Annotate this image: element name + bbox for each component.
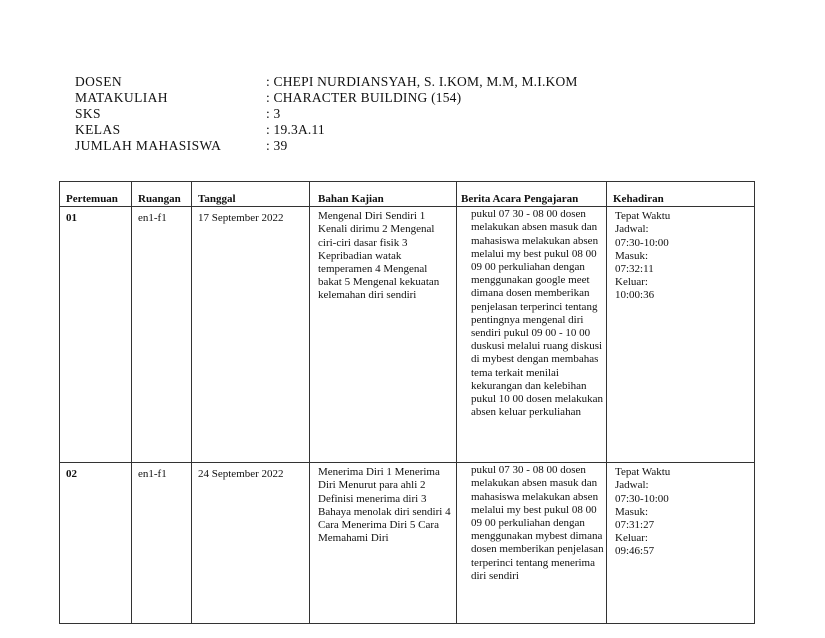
column-header: Kehadiran xyxy=(607,182,755,207)
kehadiran-keluar-label: Keluar: xyxy=(615,532,648,545)
info-value: : CHEPI NURDIANSYAH, S. I.KOM, M.M, M.I.KOM xyxy=(266,74,578,89)
kehadiran-jadwal-label: Jadwal: xyxy=(615,479,649,492)
column-header: Berita Acara Pengajaran xyxy=(457,182,607,207)
cell-bahan-kajian xyxy=(310,207,457,463)
cell-ruangan xyxy=(132,463,192,624)
cell-pertemuan xyxy=(60,463,132,624)
info-value: : CHARACTER BUILDING (154) xyxy=(266,90,462,105)
info-label: KELAS xyxy=(75,122,121,137)
info-label: SKS xyxy=(75,106,101,121)
bahan-kajian-value: Menerima Diri 1 Menerima Diri Menurut para ahli 2 Definisi menerima diri 3 Bahaya menolak diri sendiri 4 Cara Menerima Diri 5 Cara Memahami Diri xyxy=(318,466,451,545)
cell-berita-acara xyxy=(457,207,607,463)
cell-ruangan xyxy=(132,207,192,463)
kehadiran-masuk-label: Masuk: xyxy=(615,249,648,262)
info-value: : 39 xyxy=(266,138,288,153)
bahan-kajian-value: Mengenal Diri Sendiri 1 Kenali dirimu 2 Mengenal ciri-ciri dasar fisik 3 Kepribadian watak temperamen 4 Mengenal bakat 5 Mengenal kekuatan kelemahan diri sendiri xyxy=(318,210,440,302)
kehadiran-jadwal-label: Jadwal: xyxy=(615,223,649,236)
kehadiran-keluar: 09:46:57 xyxy=(615,545,655,558)
berita-acara-value: pukul 07 30 - 08 00 dosen melakukan absen masuk dan mahasiswa melakukan absen melalui my best pukul 08 00 09 00 perkuliahan dengan menggunakan mybest dimana dosen memberikan penjelasan terperinci tentang menerima diri sendiri xyxy=(471,464,604,582)
info-value: : 19.3A.11 xyxy=(266,122,325,137)
cell-kehadiran xyxy=(607,463,755,624)
pertemuan-value: 02 xyxy=(66,468,77,481)
column-header: Tanggal xyxy=(192,182,310,207)
cell-tanggal xyxy=(192,463,310,624)
table-row xyxy=(60,207,755,463)
column-header: Bahan Kajian xyxy=(310,182,457,207)
cell-kehadiran xyxy=(607,207,755,463)
kehadiran-value xyxy=(615,210,750,457)
tanggal-value: 24 September 2022 xyxy=(198,468,284,481)
kehadiran-status: Tepat Waktu xyxy=(615,210,671,223)
info-label: MATAKULIAH xyxy=(75,90,168,105)
info-label: JUMLAH MAHASISWA xyxy=(75,138,222,153)
kehadiran-masuk-label: Masuk: xyxy=(615,505,648,518)
kehadiran-status: Tepat Waktu xyxy=(615,466,671,479)
kehadiran-value xyxy=(615,466,750,618)
kehadiran-masuk: 07:32:11 xyxy=(615,263,654,276)
ruangan-value: en1-f1 xyxy=(138,212,167,225)
tanggal-value: 17 September 2022 xyxy=(198,212,284,225)
ruangan-value: en1-f1 xyxy=(138,468,167,481)
cell-berita-acara xyxy=(457,463,607,624)
cell-tanggal xyxy=(192,207,310,463)
table-header-row xyxy=(60,182,755,207)
cell-bahan-kajian xyxy=(310,463,457,624)
cell-pertemuan xyxy=(60,207,132,463)
pertemuan-value: 01 xyxy=(66,212,77,225)
column-header: Ruangan xyxy=(132,182,192,207)
table-row xyxy=(60,463,755,624)
info-label: DOSEN xyxy=(75,74,123,89)
kehadiran-jadwal: 07:30-10:00 xyxy=(615,236,669,249)
info-value: : 3 xyxy=(266,106,281,121)
kehadiran-masuk: 07:31:27 xyxy=(615,519,655,532)
kehadiran-jadwal: 07:30-10:00 xyxy=(615,492,669,505)
kehadiran-keluar-label: Keluar: xyxy=(615,276,648,289)
berita-acara-value: pukul 07 30 - 08 00 dosen melakukan absen masuk dan mahasiswa melakukan absen melalui my best pukul 08 00 09 00 perkuliahan dengan menggunakan google meet dimana dosen memberikan penjelasan terperinci tentang pentingnya mengenal diri sendiri pukul 09 00 - 10 00 duskusi melalui ruang diskusi di mybest dengan membahas tema terkait menilai kekurangan dan kelebihan pukul 10 00 dosen melakukan absen keluar perkuliahan xyxy=(471,208,603,419)
column-header: Pertemuan xyxy=(60,182,132,207)
attendance-table xyxy=(59,181,755,624)
kehadiran-keluar: 10:00:36 xyxy=(615,289,655,302)
